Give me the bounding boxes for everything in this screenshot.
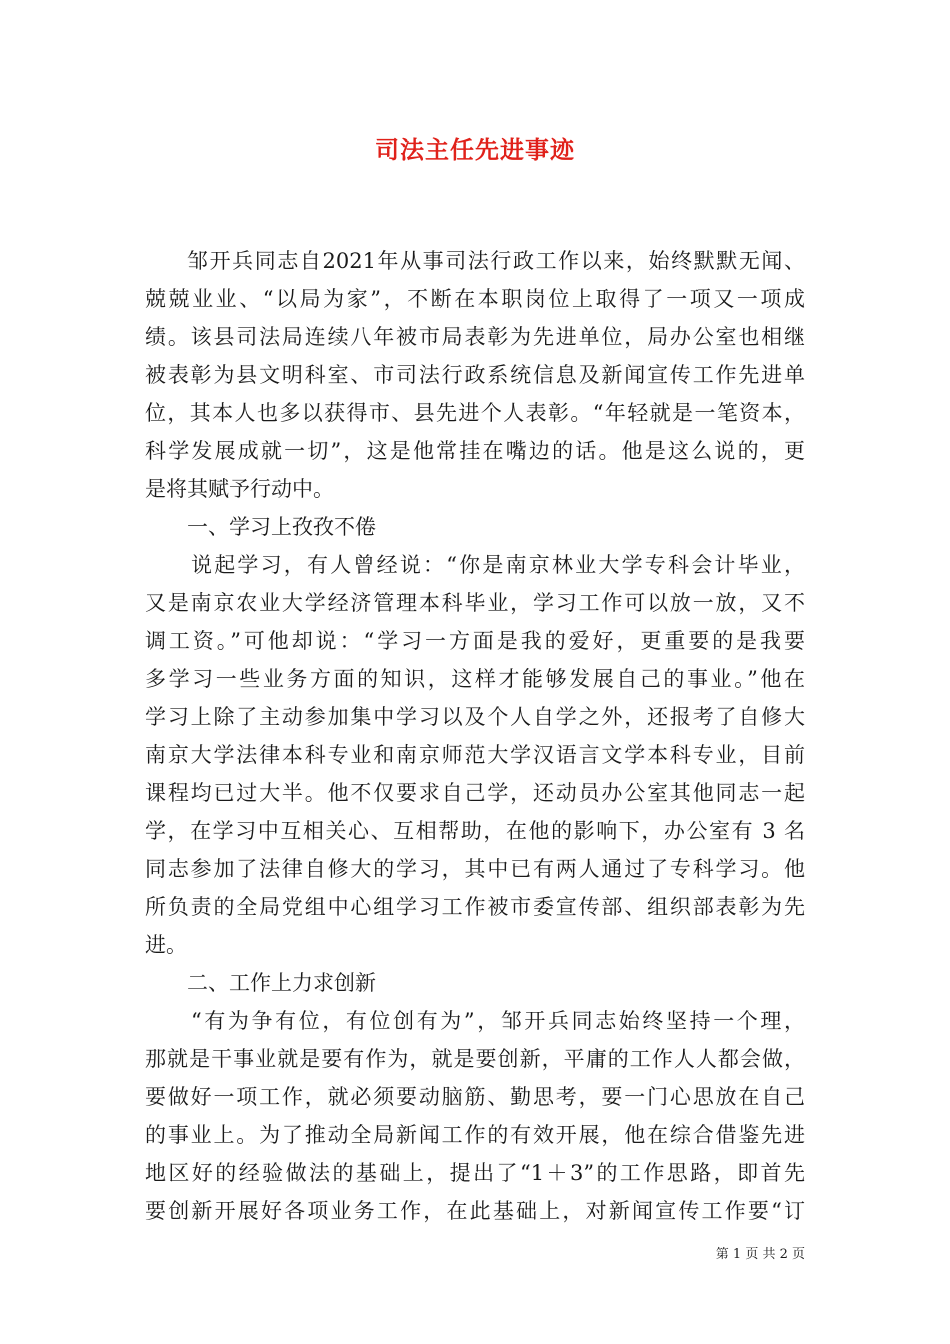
body-line: 说起学习，有人曾经说：“你是南京林业大学专科会计毕业， (191, 553, 805, 577)
body-line: 位，其本人也多以获得市、县先进个人表彰。“年轻就是一笔资本， (145, 401, 805, 425)
body-line: 多学习一些业务方面的知识，这样才能够发展自己的事业。”他在 (145, 667, 805, 691)
body-line: 绩。该县司法局连续八年被市局表彰为先进单位，局办公室也相继 (145, 325, 805, 349)
document-title: 司法主任先进事迹 (375, 135, 575, 164)
body-line: 兢兢业业、“以局为家”，不断在本职岗位上取得了一项又一项成 (145, 287, 805, 311)
body-line: 所负责的全局党组中心组学习工作被市委宣传部、组织部表彰为先 (145, 895, 805, 919)
body-line: 课程均已过大半。他不仅要求自己学，还动员办公室其他同志一起 (145, 781, 805, 805)
body-line: 学，在学习中互相关心、互相帮助，在他的影响下，办公室有 3 名 (145, 819, 805, 843)
body-line: 南京大学法律本科专业和南京师范大学汉语言文学本科专业，目前 (145, 743, 805, 767)
body-line: 要做好一项工作，就必须要动脑筋、勤思考，要一门心思放在自己 (145, 1085, 805, 1109)
body-line: 被表彰为县文明科室、市司法行政系统信息及新闻宣传工作先进单 (145, 363, 805, 387)
body-line: 地区好的经验做法的基础上，提出了“1＋3”的工作思路，即首先 (145, 1161, 805, 1185)
body-line: 是将其赋予行动中。 (145, 477, 334, 501)
body-line: 又是南京农业大学经济管理本科毕业，学习工作可以放一放，又不 (145, 591, 805, 615)
body-line: 邹开兵同志自2021年从事司法行政工作以来，始终默默无闻、 (187, 249, 805, 273)
body-line: 二、工作上力求创新 (187, 971, 376, 995)
body-line: 要创新开展好各项业务工作，在此基础上，对新闻宣传工作要“订 (145, 1199, 805, 1223)
body-line: 进。 (145, 933, 187, 957)
document-body (145, 242, 805, 1230)
body-line: 调工资。”可他却说：“学习一方面是我的爱好，更重要的是我要 (145, 629, 805, 653)
body-line: “有为争有位，有位创有为”，邹开兵同志始终坚持一个理， (191, 1009, 805, 1033)
page-footer: 第 1 页 共 2 页 (715, 1247, 805, 1262)
body-line: 一、学习上孜孜不倦 (187, 515, 376, 539)
body-line: 学习上除了主动参加集中学习以及个人自学之外，还报考了自修大 (145, 705, 805, 729)
body-line: 的事业上。为了推动全局新闻工作的有效开展，他在综合借鉴先进 (145, 1123, 805, 1147)
body-line: 科学发展成就一切”，这是他常挂在嘴边的话。他是这么说的，更 (145, 439, 805, 463)
body-line: 同志参加了法律自修大的学习，其中已有两人通过了专科学习。他 (145, 857, 805, 881)
body-line: 那就是干事业就是要有作为，就是要创新，平庸的工作人人都会做， (145, 1047, 805, 1071)
